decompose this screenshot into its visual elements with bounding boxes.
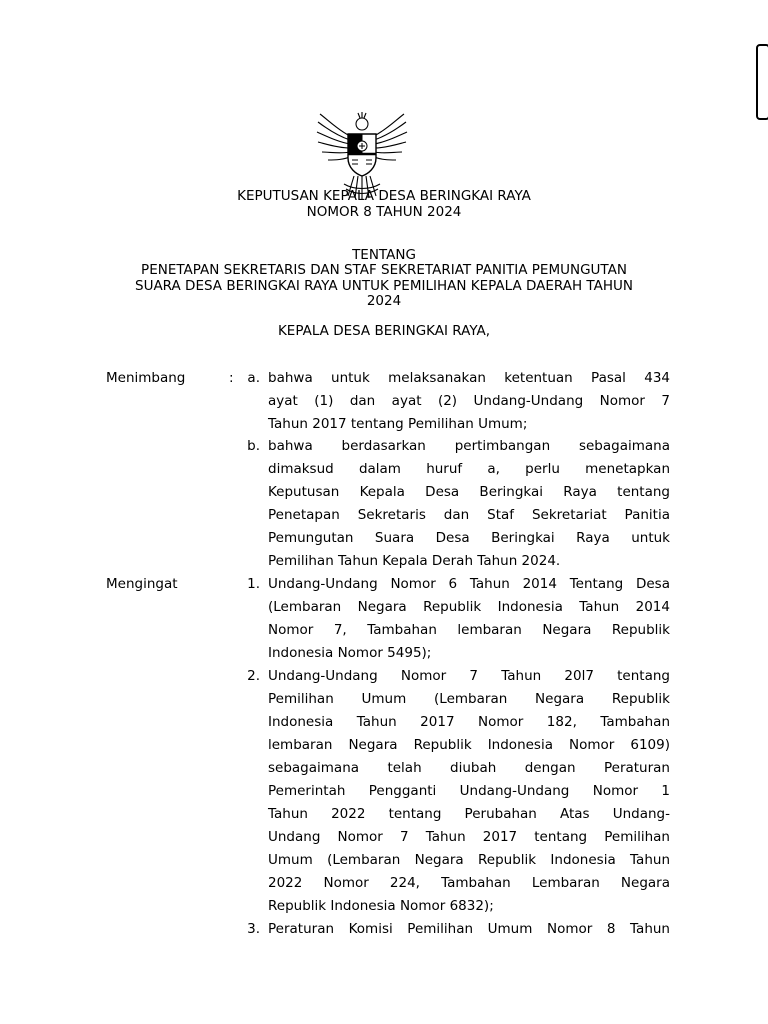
list-item-line: sebagaimana telah diubah dengan Peraturan [268, 760, 670, 776]
list-item-line: Undang Nomor 7 Tahun 2017 tentang Pemilihan [268, 829, 670, 845]
list-item-line: Nomor 7, Tambahan lembaran Negara Republik [268, 622, 670, 638]
list-item-line: (Lembaran Negara Republik Indonesia Tahun 2014 [268, 599, 670, 615]
list-item-line: Undang-Undang Nomor 6 Tahun 2014 Tentang Desa [268, 576, 670, 592]
list-item-line: Undang-Undang Nomor 7 Tahun 20l7 tentang [268, 668, 670, 684]
list-item-line: Keputusan Kepala Desa Beringkai Raya tentang [268, 484, 670, 500]
mengingat-item-3 [268, 918, 670, 941]
mengingat-item-1 [268, 573, 670, 665]
menimbang-item-a [268, 367, 670, 436]
list-item-line: Penetapan Sekretaris dan Staf Sekretariat Panitia [268, 507, 670, 523]
list-item-line: Pemerintah Pengganti Undang-Undang Nomor 1 [268, 783, 670, 799]
subject-line-1: PENETAPAN SEKRETARIS DAN STAF SEKRETARIAT PANITIA PEMUNGUTAN [141, 262, 627, 278]
list-item-line: bahwa untuk melaksanakan ketentuan Pasal 434 [268, 370, 670, 386]
scrollbar-thumb[interactable] [756, 44, 768, 120]
menimbang-label: Menimbang [106, 370, 186, 386]
list-item-line: dimaksud dalam huruf a, perlu menetapkan [268, 461, 670, 477]
list-item-line: Indonesia Nomor 5495); [268, 645, 432, 661]
mengingat-item-2 [268, 665, 670, 918]
list-item-line: Republik Indonesia Nomor 6832); [268, 898, 494, 914]
subject-line-2: SUARA DESA BERINGKAI RAYA UNTUK PEMILIHAN KEPALA DAERAH TAHUN [135, 278, 633, 294]
menimbang-marker-a: a. [247, 370, 260, 386]
decree-title: KEPUTUSAN KEPALA DESA BERINGKAI RAYA [237, 188, 531, 204]
list-item-line: Tahun 2017 tentang Pemilihan Umum; [268, 416, 528, 432]
list-item-line: bahwa berdasarkan pertimbangan sebagaimana [268, 438, 670, 454]
menimbang-marker-b: b. [247, 438, 260, 454]
list-item-line: Indonesia Tahun 2017 Nomor 182, Tambahan [268, 714, 670, 730]
list-item-line: Umum (Lembaran Negara Republik Indonesia Tahun [268, 852, 670, 868]
mengingat-marker-3: 3. [247, 921, 260, 937]
mengingat-label: Mengingat [106, 576, 178, 592]
list-item-line: Pemilihan Tahun Kepala Derah Tahun 2024. [268, 553, 561, 569]
list-item-line: Tahun 2022 tentang Perubahan Atas Undang- [268, 806, 670, 822]
list-item-line: Pemungutan Suara Desa Beringkai Raya untuk [268, 530, 670, 546]
menimbang-item-b [268, 435, 670, 573]
list-item-line: lembaran Negara Republik Indonesia Nomor 6109) [268, 737, 670, 753]
subject-line-3: 2024 [366, 293, 402, 309]
list-item-line: Pemilihan Umum (Lembaran Negara Republik [268, 691, 670, 707]
list-item-line: 2022 Nomor 224, Tambahan Lembaran Negara [268, 875, 670, 891]
mengingat-marker-2: 2. [247, 668, 260, 684]
list-item-line: ayat (1) dan ayat (2) Undang-Undang Nomor 7 [268, 393, 670, 409]
about-heading: TENTANG [352, 247, 416, 263]
mengingat-marker-1: 1. [247, 576, 260, 592]
menimbang-colon: : [229, 370, 234, 386]
decree-number: NOMOR 8 TAHUN 2024 [306, 204, 462, 220]
list-item-line: Peraturan Komisi Pemilihan Umum Nomor 8 Tahun [268, 921, 670, 937]
issuer-heading: KEPALA DESA BERINGKAI RAYA, [277, 323, 491, 339]
